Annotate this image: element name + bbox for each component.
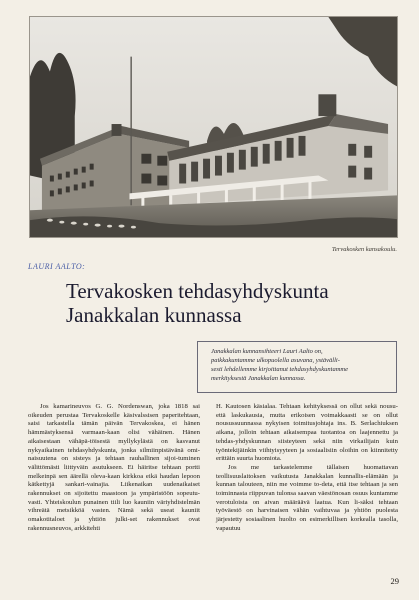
intro-line-3: sesti lehdellemme kirjoittanut tehdasyhdyskuntamme	[211, 366, 349, 373]
article-title	[66, 279, 396, 327]
intro-line-2: paikkakuntamme ulkopuolella asuvana, ystävälli-	[211, 357, 340, 364]
school-building-illustration	[30, 17, 397, 237]
intro-line-4: merkityksestä Janakkalan kunnassa.	[211, 375, 306, 382]
body-column-right	[216, 403, 398, 534]
body-paragraph-3: Jos me tarkastelemme tällaisen huomattavan teollisuuslaitoksen vaikutusta Janakkalan kunnallis-elämään ja kunnan talouteen, niin me voimme to-deta, että itse tehtaan ja sen toiminnasta riippuvan tulonsa saavan väestönosan osuus kuntamme verotuloista on aivan määräävä laatua. Kun li-säksi tehtaan työväestö on harvinaisen vähän vaihtuvaa ja yhtiön puolesta järjestetty sosiaalinen huolto on esimerkillisen korkealla tasolla, vapautuu	[216, 463, 398, 532]
intro-line-1: Janakkalan kunnansihteeri Lauri Aalto on,	[211, 348, 323, 355]
body-paragraph-2: H. Kautosen käsialaa. Tehtaan kehityksessä on ollut sekä nousu- että laskukausia, mutta erikoisen voimakkaasti se on ollut nousussuunnassa nykyisen toimitusjohtaja ins. B. Serlachiuksen aikana, jolloin tehtaan aikaisempaa tuotantoa on laajennettu ja tehdas-yhdyskunnan siisteyteen sekä niin virkailijain kuin työntekijäinkin viihtyisyyteen ja sosiaalisiin oloihin on kiinnitetty erittäin suurta huomiota.	[216, 403, 398, 463]
title-line-2: Janakkalan kunnassa	[66, 303, 242, 327]
photo-caption: Tervakosken kansakoulu.	[331, 246, 397, 253]
title-line-1: Tervakosken tehdasyhdyskunta	[66, 279, 329, 303]
school-photo	[29, 16, 398, 238]
body-paragraph-1: Jos kamarineuvos G. G. Nordenswan, joka 1818 sai oikeuden perustaa Tervakoskelle käsivalssisen paperitehtaan, saisi tarkastella tämän päivän Tervakoskea, ei hänen hämmästyksensä varmaan-kaan olisi vähäinen. Hänen aikaisestaan vähäpä-töisestä myllykylästä on kasvanut nykyaikainen tehdasyhdyskunta, jonka silmiinpistävänä omi-naisuutena on sisteys ja tehtaan rauhallinen sijoi-tuminen välittömästi liittyväin asutukseen. Ei häiritse tehtaan portti melkeinpä sen äärellä oleva-kaan kirkkoa eikä haudan lepoon kätkettyjä sankari-vainajia. Liikenaikan uudenaikaiset rakennukset on sijoitettu maastoon ja ympäristöön sopeutu-vasti. Yhteiskoulun punainen tiili luo kauniin väriyhdistelmän vihreätä metsikköä vasten. Nämä sekä useat kauniit omakotitaloet ja yhtiön julki-set rakennukset ovat rakennusneuvos, arkkitehti	[28, 403, 200, 532]
intro-box	[197, 341, 397, 393]
page-number: 29	[390, 576, 399, 586]
author-byline: LAURI AALTO:	[28, 262, 86, 271]
body-column-left	[28, 403, 200, 534]
